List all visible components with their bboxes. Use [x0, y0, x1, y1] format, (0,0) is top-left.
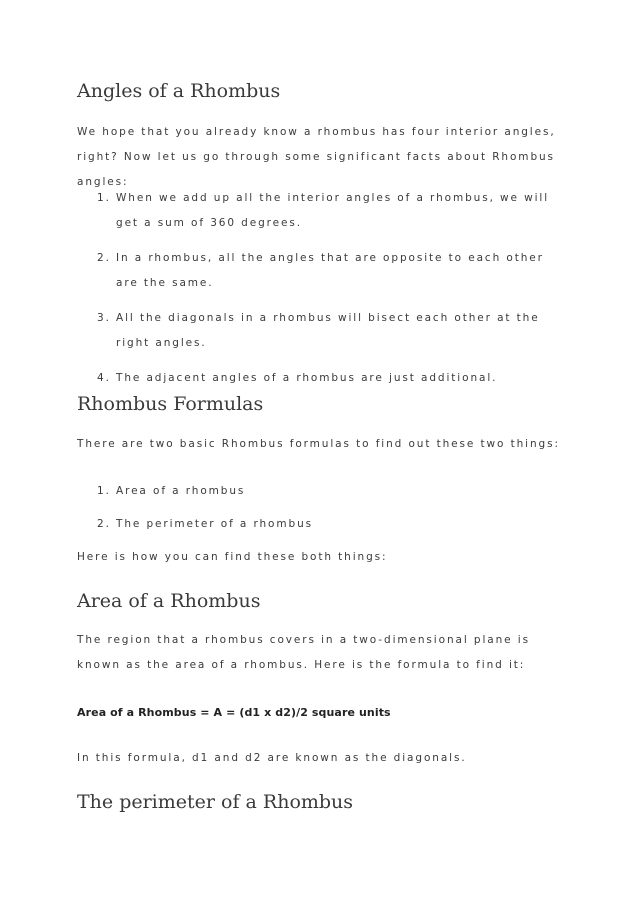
formulas-outro: Here is how you can find these both things: — [77, 551, 388, 563]
list-number: 1. — [97, 485, 111, 497]
formulas-list — [77, 479, 567, 537]
list-number: 2. — [97, 252, 111, 264]
formulas-intro: There are two basic Rhombus formulas to find out these two things: — [77, 438, 560, 450]
list-item — [77, 186, 567, 236]
list-number: 1. — [97, 192, 111, 204]
list-item — [77, 512, 567, 537]
angles-intro: We hope that you already know a rhombus has four interior angles, right? Now let us go through some significant facts about Rhombus angles: — [77, 126, 556, 188]
list-number: 3. — [97, 312, 111, 324]
list-text: The perimeter of a rhombus — [116, 518, 314, 530]
list-item — [77, 479, 567, 504]
list-item — [77, 246, 567, 296]
angles-list — [77, 186, 567, 391]
heading-perimeter: The perimeter of a Rhombus — [77, 791, 354, 813]
list-text: All the diagonals in a rhombus will bisect each other at the right angles. — [116, 312, 540, 349]
list-number: 4. — [97, 372, 111, 384]
list-text: Area of a rhombus — [116, 485, 246, 497]
area-formula: Area of a Rhombus = A = (d1 x d2)/2 square units — [77, 706, 391, 719]
heading-angles: Angles of a Rhombus — [77, 80, 281, 102]
heading-area: Area of a Rhombus — [77, 590, 261, 612]
list-item — [77, 366, 567, 391]
heading-formulas: Rhombus Formulas — [77, 393, 264, 415]
list-number: 2. — [97, 518, 111, 530]
list-text: When we add up all the interior angles of a rhombus, we will get a sum of 360 degrees. — [116, 192, 550, 229]
area-intro: The region that a rhombus covers in a two-dimensional plane is known as the area of a rhombus. Here is the formula to find it: — [77, 634, 530, 671]
list-text: In a rhombus, all the angles that are opposite to each other are the same. — [116, 252, 544, 289]
area-note: In this formula, d1 and d2 are known as the diagonals. — [77, 752, 467, 764]
list-item — [77, 306, 567, 356]
list-text: The adjacent angles of a rhombus are just additional. — [116, 372, 498, 384]
